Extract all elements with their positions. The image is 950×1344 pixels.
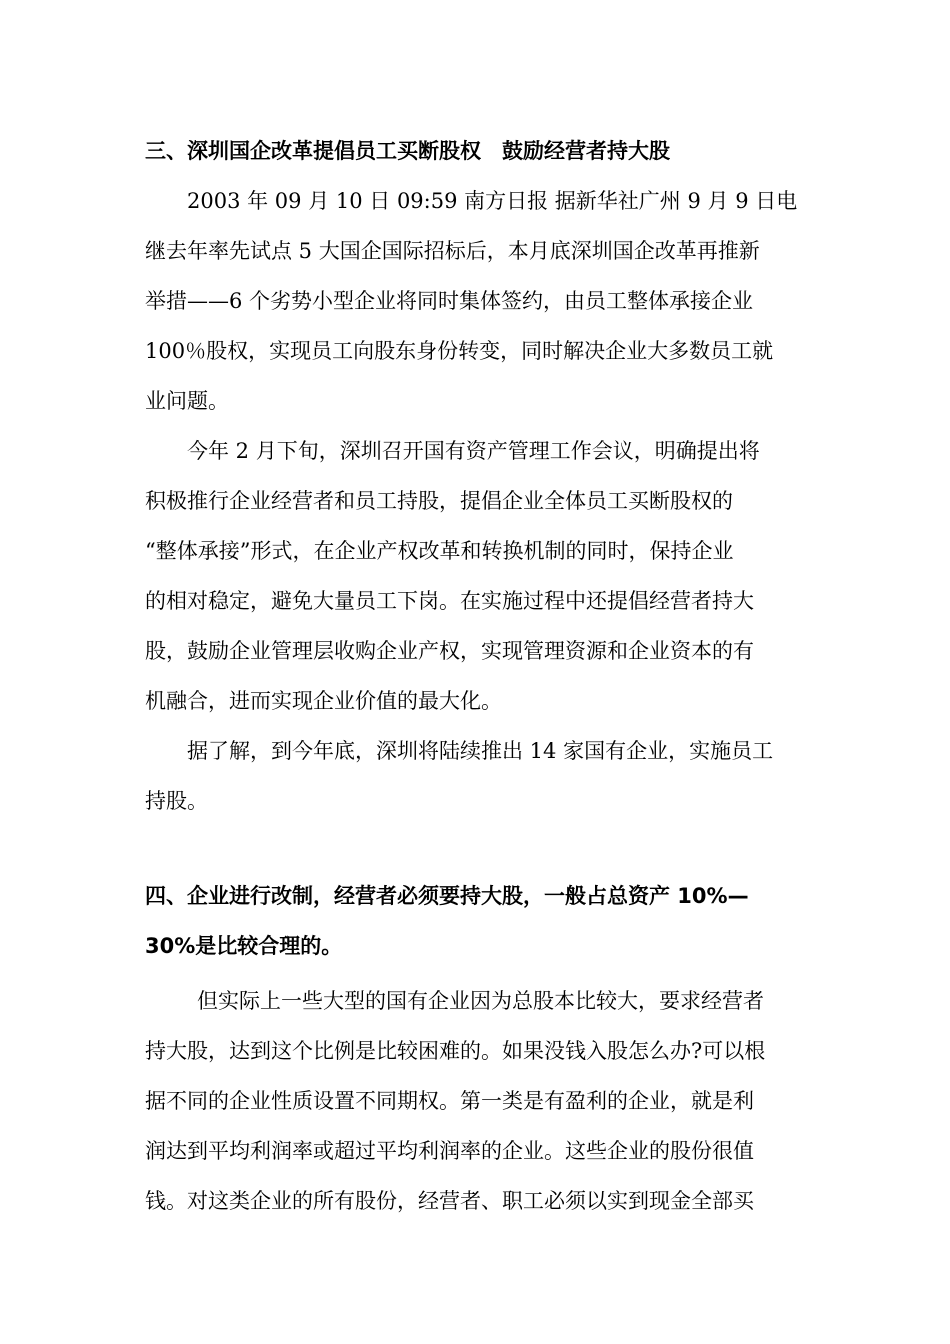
- paragraph-line: 据了解，到今年底，深圳将陆续推出 14 家国有企业，实施员工: [187, 739, 774, 763]
- paragraph-line: 100％股权，实现员工向股东身份转变，同时解决企业大多数员工就: [145, 339, 774, 363]
- paragraph-line: 2003 年 09 月 10 日 09:59 南方日报 据新华社广州 9 月 9 日电: [187, 189, 798, 213]
- heading-line: 30%是比较合理的。: [145, 934, 343, 958]
- paragraph-line: 今年 2 月下旬，深圳召开国有资产管理工作会议，明确提出将: [187, 439, 760, 463]
- paragraph-line: 积极推行企业经营者和员工持股，提倡企业全体员工买断股权的: [145, 489, 733, 513]
- paragraph-line: 机融合，进而实现企业价值的最大化。: [145, 689, 502, 713]
- heading-line: 四、企业进行改制，经营者必须要持大股，一般占总资产 10%—: [145, 884, 749, 908]
- paragraph-line: 业问题。: [145, 389, 229, 413]
- section-4-heading: [145, 871, 749, 971]
- paragraph-line: 的相对稳定，避免大量员工下岗。在实施过程中还提倡经营者持大: [145, 589, 754, 613]
- section-3-heading: 三、深圳国企改革提倡员工买断股权 鼓励经营者持大股: [145, 139, 670, 163]
- paragraph-line: 举措——6 个劣势小型企业将同时集体签约，由员工整体承接企业: [145, 289, 754, 313]
- section-3-paragraph-3: [145, 726, 773, 826]
- paragraph-line: 润达到平均利润率或超过平均利润率的企业。这些企业的股份很值: [145, 1139, 754, 1163]
- section-4-paragraph-1: [145, 976, 765, 1226]
- paragraph-line: 钱。对这类企业的所有股份，经营者、职工必须以实到现金全部买: [145, 1189, 754, 1213]
- paragraph-line: “整体承接”形式，在企业产权改革和转换机制的同时，保持企业: [145, 539, 734, 563]
- paragraph-line: 据不同的企业性质设置不同期权。第一类是有盈利的企业，就是利: [145, 1089, 754, 1113]
- paragraph-line: 持大股，达到这个比例是比较困难的。如果没钱入股怎么办?可以根: [145, 1039, 766, 1063]
- section-3-paragraph-2: [145, 426, 760, 726]
- paragraph-line: 股，鼓励企业管理层收购企业产权，实现管理资源和企业资本的有: [145, 639, 754, 663]
- section-3-paragraph-1: [145, 176, 797, 426]
- paragraph-line: 继去年率先试点 5 大国企国际招标后，本月底深圳国企改革再推新: [145, 239, 760, 263]
- paragraph-line: 但实际上一些大型的国有企业因为总股本比较大，要求经营者: [197, 989, 764, 1013]
- paragraph-line: 持股。: [145, 789, 208, 813]
